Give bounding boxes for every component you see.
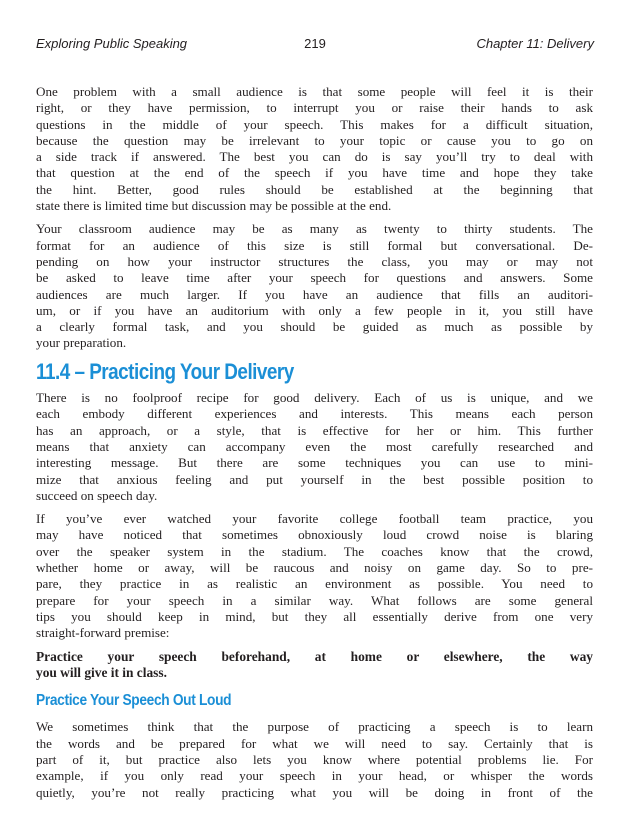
text-line: succeed on speech day. [36,487,158,503]
text-line: you will give it in class. [36,664,167,680]
text-line: If you’ve ever watched your favorite college football team practice, you [36,511,593,527]
section-heading: 11.4 – Practicing Your Delivery [36,358,294,384]
paragraph-football-practice [36,511,593,641]
text-line: means that anxiety can accompany even the most carefully researched and [36,438,593,454]
paragraph-classroom-audience [36,221,593,351]
chapter-title: Chapter 11: Delivery [476,36,594,51]
text-line: We sometimes think that the purpose of practicing a speech is to learn [36,719,593,735]
text-line: Practice your speech beforehand, at home or elsewhere, the way [36,648,593,664]
text-line: may have noticed that sometimes obnoxiously loud crowd noise is blaring [36,527,593,543]
text-line: pending on how your instructor structures the class, you may or may not [36,253,593,269]
text-line: interesting message. But there are some techniques you can use to mini- [36,455,593,471]
page-body [36,84,593,808]
text-line: the words and be prepared for what we will need to say. Certainly that is [36,735,593,751]
text-line: format for an audience of this size is still formal but conversational. De- [36,237,593,253]
text-line: questions in the middle of your speech. This makes for a difficult situation, [36,116,593,132]
text-line: the hint. Better, good rules should be established at the beginning that [36,181,593,197]
text-line: part of it, but practice also lets you know where potential problems lie. For [36,751,593,767]
text-line: a clearly formal task, and you should be guided as much as possible by [36,319,593,335]
paragraph-small-audience [36,84,593,214]
subsection-heading: Practice Your Speech Out Loud [36,692,232,710]
text-line: straight-forward premise: [36,625,170,641]
text-line: be asked to leave time after your speech for questions and answers. Some [36,270,593,286]
text-line: pare, they practice in as realistic an environment as possible. You need to [36,576,593,592]
text-line: your preparation. [36,335,127,351]
text-line: Your classroom audience may be as many as twenty to thirty students. The [36,221,593,237]
book-title: Exploring Public Speaking [36,36,188,51]
text-line: mize that anxious feeling and put yourself in the best possible position to [36,471,593,487]
text-line: There is no foolproof recipe for good delivery. Each of us is unique, and we [36,390,593,406]
premise-statement [36,649,593,682]
text-line: a side track if answered. The best you can do is say you’ll try to deal with [36,149,593,165]
text-line: quietly, you’re not really practicing what you will be doing in front of the [36,784,593,800]
page-number: 219 [304,36,326,51]
text-line: right, or they have permission, to interrupt you or raise their hands to ask [36,100,593,116]
text-line: prepare for your speech in a similar way. What follows are some general [36,592,593,608]
running-header [36,36,594,54]
text-line: because the question may be irrelevant to your topic or cause you to go on [36,132,593,148]
text-line: has an approach, or a style, that is effective for her or him. This further [36,422,593,438]
text-line: tips you should keep in mind, but they all essentially derive from one very [36,608,593,624]
text-line: whether home or away, will be raucous and noisy on game day. So to pre- [36,560,593,576]
text-line: example, if you only read your speech in your head, or whisper the words [36,768,593,784]
text-line: um, or if you have an auditorium with only a few people in it, you still have [36,302,593,318]
text-line: One problem with a small audience is that some people will feel it is their [36,84,593,99]
text-line: that question at the end of the speech if you have time and hope they take [36,165,593,181]
text-line: state there is limited time but discussion may be possible at the end. [36,198,392,214]
paragraph-no-foolproof-recipe [36,390,593,504]
text-line: each embody different experiences and interests. This means each person [36,406,593,422]
paragraph-practice-out-loud [36,719,593,800]
text-line: audiences are much larger. If you have an audience that fills an auditori- [36,286,593,302]
text-line: over the speaker system in the stadium. The coaches know that the crowd, [36,543,593,559]
